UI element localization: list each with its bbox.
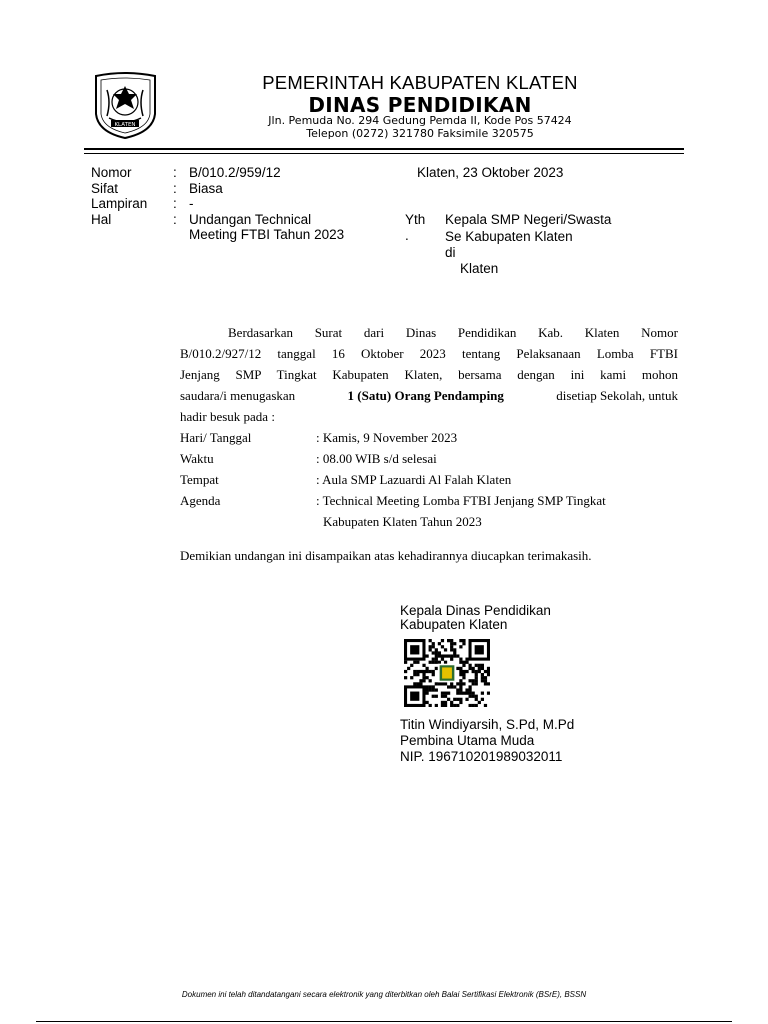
signatory-nip: NIP. 196710201989032011 xyxy=(400,749,563,764)
paragraph-line xyxy=(180,385,678,406)
yth-label-dot: . xyxy=(405,228,409,243)
colon: : xyxy=(173,165,177,180)
detail-label-place: Tempat xyxy=(180,472,219,487)
signatory-rank: Pembina Utama Muda xyxy=(400,733,535,748)
sifat-label: Sifat xyxy=(91,181,119,196)
hal-label: Hal xyxy=(91,212,112,227)
detail-label-time: Waktu xyxy=(180,451,214,466)
signatory-title-line2: Kabupaten Klaten xyxy=(400,617,508,632)
yth-label: Yth xyxy=(405,212,426,227)
detail-value-time: : 08.00 WIB s/d selesai xyxy=(316,451,437,466)
signatory-name: Titin Windiyarsih, S.Pd, M.Pd xyxy=(400,717,575,732)
emphasis-companion: 1 (Satu) Orang Pendamping xyxy=(347,388,504,403)
recipient-line2: Se Kabupaten Klaten xyxy=(445,229,573,244)
colon: : xyxy=(173,181,177,196)
sifat-value: Biasa xyxy=(189,181,223,196)
signatory-title-line1: Kepala Dinas Pendidikan xyxy=(400,603,551,618)
recipient-line1: Kepala SMP Negeri/Swasta xyxy=(445,212,612,227)
header-address: Jln. Pemuda No. 294 Gedung Pemda II, Kode Pos 57424 xyxy=(268,114,572,127)
detail-label-date: Hari/ Tanggal xyxy=(180,430,252,445)
paragraph-segment: disetiap Sekolah, untuk xyxy=(556,388,678,403)
detail-value-agenda-cont: Kabupaten Klaten Tahun 2023 xyxy=(323,514,482,529)
header-divider-thick xyxy=(84,148,684,150)
paragraph-line: Jenjang SMP Tingkat Kabupaten Klaten, bersama dengan ini kami mohon xyxy=(180,367,678,382)
letter-date: Klaten, 23 Oktober 2023 xyxy=(417,165,564,180)
paragraph-line: B/010.2/927/12 tanggal 16 Oktober 2023 tentang Pelaksanaan Lomba FTBI xyxy=(180,346,678,361)
header-government-title: PEMERINTAH KABUPATEN KLATEN xyxy=(262,72,578,93)
footer-esign-note: Dokumen ini telah ditandatangani secara elektronik yang diterbitkan oleh Balai Sertifikasi Elektronik (BSrE), BSSN xyxy=(181,990,587,999)
hal-value-line1: Undangan Technical xyxy=(189,212,312,227)
colon: : xyxy=(173,212,177,227)
detail-value-agenda: : Technical Meeting Lomba FTBI Jenjang SMP Tingkat xyxy=(316,493,606,508)
recipient-line4: Klaten xyxy=(460,261,499,276)
lampiran-label: Lampiran xyxy=(91,196,148,211)
detail-label-agenda: Agenda xyxy=(180,493,221,508)
nomor-label: Nomor xyxy=(91,165,132,180)
header-phone: Telepon (0272) 321780 Faksimile 320575 xyxy=(306,127,534,140)
footer-divider xyxy=(36,1021,732,1022)
lampiran-value: - xyxy=(189,196,194,211)
logo-text: KLATEN xyxy=(114,122,136,128)
klaten-regency-logo xyxy=(93,72,158,140)
recipient-line3: di xyxy=(445,245,456,260)
paragraph-segment: saudara/i menugaskan xyxy=(180,388,296,403)
paragraph-line: hadir besuk pada : xyxy=(180,409,275,424)
closing-sentence: Demikian undangan ini disampaikan atas kehadirannya diucapkan terimakasih. xyxy=(180,548,592,563)
detail-value-date: : Kamis, 9 November 2023 xyxy=(316,430,458,445)
hal-value-line2: Meeting FTBI Tahun 2023 xyxy=(189,227,345,242)
header-office-title: DINAS PENDIDIKAN xyxy=(308,93,532,117)
colon: : xyxy=(173,196,177,211)
qr-code-signature-icon xyxy=(404,639,490,707)
nomor-value: B/010.2/959/12 xyxy=(189,165,281,180)
header-divider-thin xyxy=(84,153,684,154)
detail-value-place: : Aula SMP Lazuardi Al Falah Klaten xyxy=(316,472,512,487)
paragraph-line: Berdasarkan Surat dari Dinas Pendidikan Kab. Klaten Nomor xyxy=(228,325,678,340)
